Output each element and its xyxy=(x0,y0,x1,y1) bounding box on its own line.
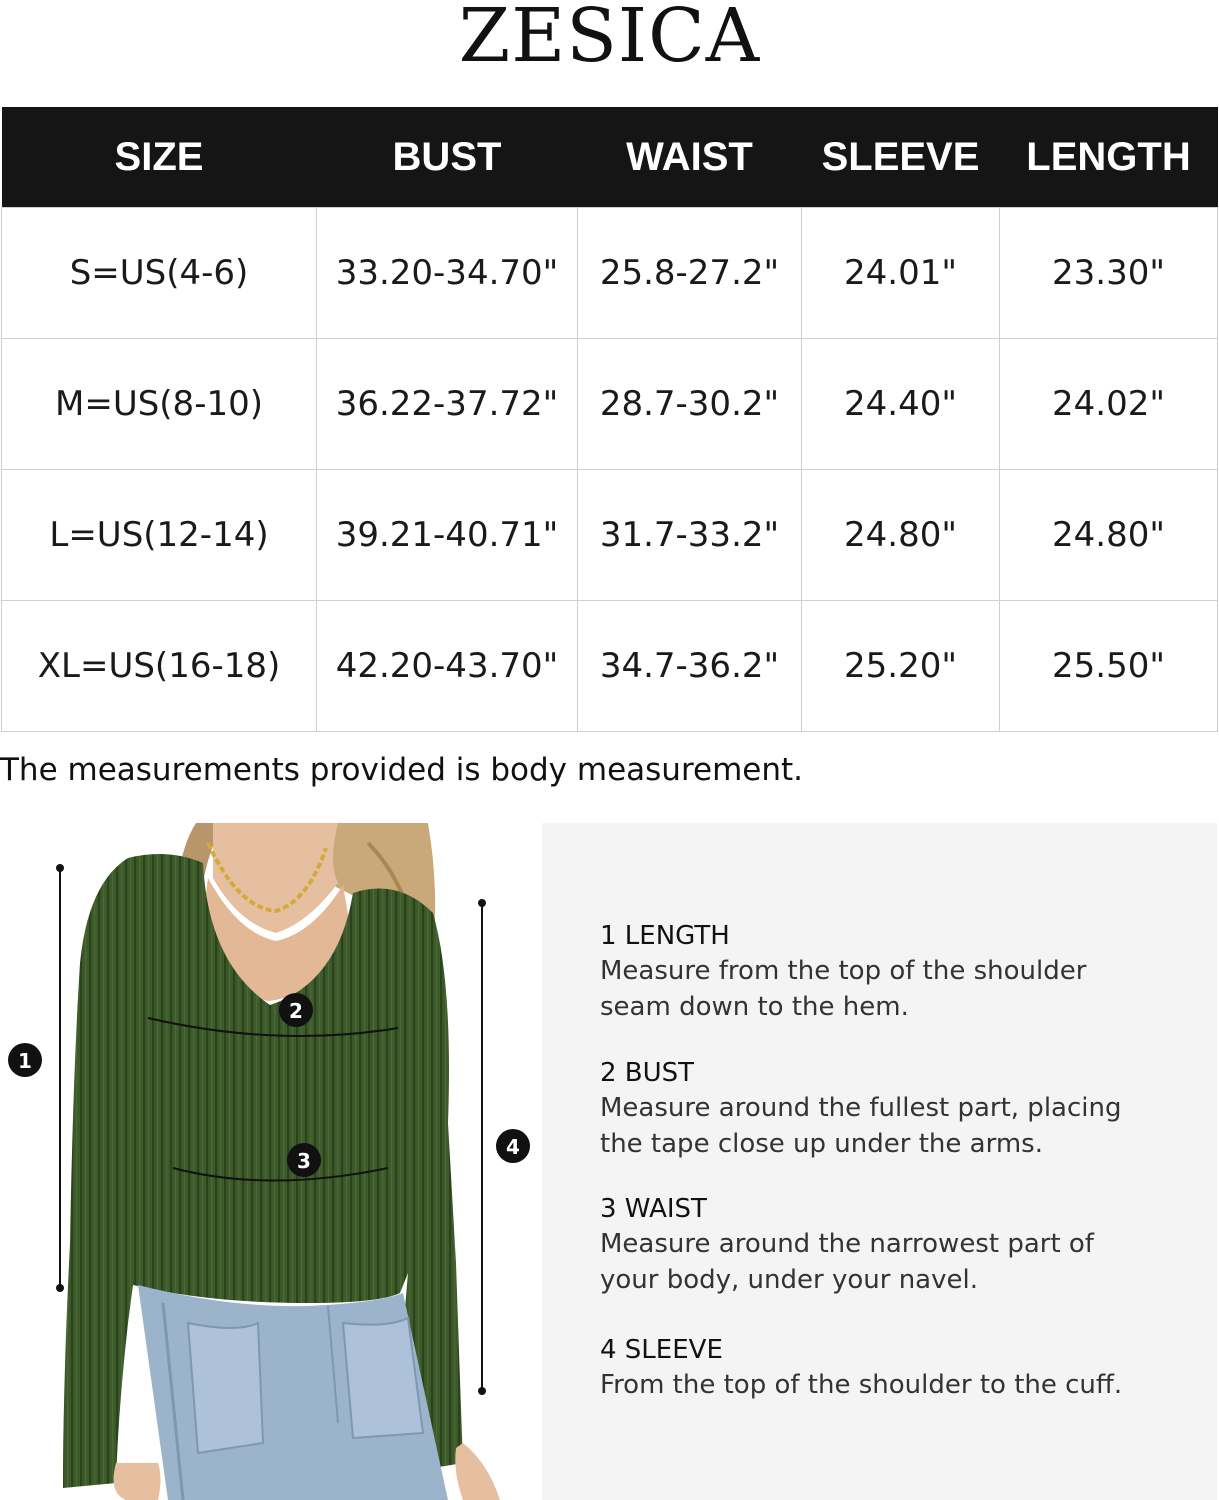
header-waist: WAIST xyxy=(578,107,802,208)
table-row xyxy=(2,339,1218,470)
table-row xyxy=(2,470,1218,601)
instruction-waist xyxy=(600,1192,1200,1298)
header-length: LENGTH xyxy=(1000,107,1218,208)
marker-4-label: 4 xyxy=(506,1135,520,1159)
instruction-line: seam down to the hem. xyxy=(600,992,909,1022)
header-size: SIZE xyxy=(2,107,317,208)
instruction-title: 2 BUST xyxy=(600,1058,695,1088)
cell-bust: 36.22-37.72" xyxy=(317,339,578,470)
cell-length: 23.30" xyxy=(1000,208,1218,339)
cell-size: XL=US(16-18) xyxy=(2,601,317,732)
marker-2-icon xyxy=(279,993,313,1027)
header-bust: BUST xyxy=(317,107,578,208)
instruction-title: 1 LENGTH xyxy=(600,921,730,951)
cell-waist: 31.7-33.2" xyxy=(578,470,802,601)
instruction-title: 3 WAIST xyxy=(600,1194,707,1224)
instruction-line: the tape close up under the arms. xyxy=(600,1129,1043,1159)
brand-logo: ZESICA xyxy=(458,0,761,79)
instruction-text xyxy=(600,1090,1200,1162)
cell-length: 24.02" xyxy=(1000,339,1218,470)
marker-3-label: 3 xyxy=(297,1149,311,1173)
measurement-note: The measurements provided is body measurement. xyxy=(0,752,804,788)
instruction-bust xyxy=(600,1056,1200,1162)
instruction-title: 4 SLEEVE xyxy=(600,1335,723,1365)
table-header-row xyxy=(2,107,1218,208)
instruction-line: Measure around the fullest part, placing xyxy=(600,1093,1122,1123)
table-row xyxy=(2,208,1218,339)
header-sleeve: SLEEVE xyxy=(802,107,1000,208)
cell-bust: 42.20-43.70" xyxy=(317,601,578,732)
instruction-line: your body, under your navel. xyxy=(600,1265,978,1295)
cell-bust: 39.21-40.71" xyxy=(317,470,578,601)
cell-size: S=US(4-6) xyxy=(2,208,317,339)
instruction-line: From the top of the shoulder to the cuff. xyxy=(600,1370,1123,1400)
cell-sleeve: 25.20" xyxy=(802,601,1000,732)
size-chart-table xyxy=(1,107,1218,732)
cell-size: L=US(12-14) xyxy=(2,470,317,601)
cell-length: 24.80" xyxy=(1000,470,1218,601)
cell-sleeve: 24.40" xyxy=(802,339,1000,470)
marker-1-icon xyxy=(8,1043,42,1077)
cell-size: M=US(8-10) xyxy=(2,339,317,470)
instructions-panel xyxy=(542,823,1217,1500)
cell-waist: 34.7-36.2" xyxy=(578,601,802,732)
cell-waist: 25.8-27.2" xyxy=(578,208,802,339)
instruction-sleeve xyxy=(600,1333,1200,1403)
instruction-line: Measure around the narrowest part of xyxy=(600,1229,1094,1259)
marker-4-icon xyxy=(496,1129,530,1163)
instruction-line: Measure from the top of the shoulder xyxy=(600,956,1087,986)
marker-3-icon xyxy=(287,1143,321,1177)
marker-2-label: 2 xyxy=(289,999,303,1023)
model-photo xyxy=(8,823,542,1500)
table-row xyxy=(2,601,1218,732)
instruction-text xyxy=(600,953,1200,1025)
marker-1-label: 1 xyxy=(18,1049,32,1073)
cell-sleeve: 24.80" xyxy=(802,470,1000,601)
cell-bust: 33.20-34.70" xyxy=(317,208,578,339)
instruction-text xyxy=(600,1226,1200,1298)
cell-length: 25.50" xyxy=(1000,601,1218,732)
cell-waist: 28.7-30.2" xyxy=(578,339,802,470)
instruction-text xyxy=(600,1367,1200,1403)
cell-sleeve: 24.01" xyxy=(802,208,1000,339)
instruction-length xyxy=(600,919,1200,1025)
